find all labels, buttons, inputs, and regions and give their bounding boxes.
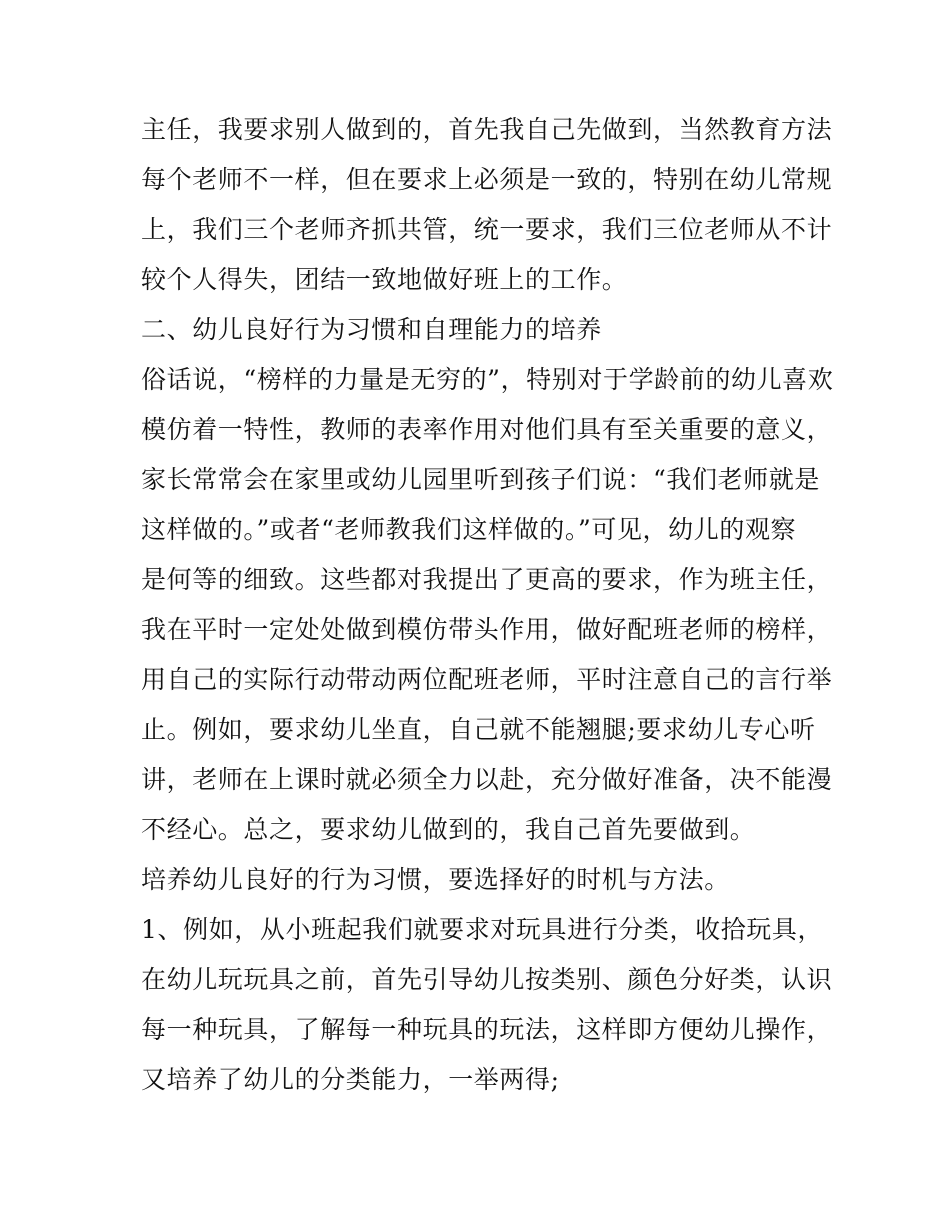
text-line: 上，我们三个老师齐抓共管，统一要求，我们三位老师从不计: [141, 215, 833, 244]
text-line: 家长常常会在家里或幼儿园里听到孩子们说：“我们老师就是: [141, 465, 820, 494]
text-line: 讲，老师在上课时就必须全力以赴，充分做好准备，决不能漫: [141, 765, 833, 794]
text-line: 是何等的细致。这些都对我提出了更高的要求，作为班主任，: [141, 565, 833, 594]
text-line: 这样做的。”或者“老师教我们这样做的。”可见，幼儿的观察: [141, 515, 797, 544]
text-line: 培养幼儿良好的行为习惯，要选择好的时机与方法。: [141, 865, 730, 894]
text-line: 在幼儿玩玩具之前，首先引导幼儿按类别、颜色分好类，认识: [141, 965, 833, 994]
text-line: 每个老师不一样，但在要求上必须是一致的，特别在幼儿常规: [141, 165, 833, 194]
text-line: 较个人得失，团结一致地做好班上的工作。: [141, 265, 628, 294]
text-line: 俗话说，“榜样的力量是无穷的”，特别对于学龄前的幼儿喜欢: [141, 365, 834, 394]
text-line: 我在平时一定处处做到模仿带头作用，做好配班老师的榜样，: [141, 615, 833, 644]
text-line: 用自己的实际行动带动两位配班老师，平时注意自己的言行举: [141, 665, 833, 694]
text-line: 不经心。总之，要求幼儿做到的，我自己首先要做到。: [141, 815, 756, 844]
text-line: 模仿着一特性，教师的表率作用对他们具有至关重要的意义，: [141, 415, 833, 444]
text-line: 1、例如，从小班起我们就要求对玩具进行分类，收拾玩具，: [141, 915, 824, 944]
text-line: 止。例如，要求幼儿坐直，自己就不能翘腿;要求幼儿专心听: [141, 715, 816, 744]
text-line: 每一种玩具，了解每一种玩具的玩法，这样即方便幼儿操作，: [141, 1015, 833, 1044]
text-line: 又培养了幼儿的分类能力，一举两得;: [141, 1065, 560, 1094]
text-line: 主任，我要求别人做到的，首先我自己先做到，当然教育方法: [141, 115, 833, 144]
section-heading: 二、幼儿良好行为习惯和自理能力的培养: [141, 315, 602, 344]
